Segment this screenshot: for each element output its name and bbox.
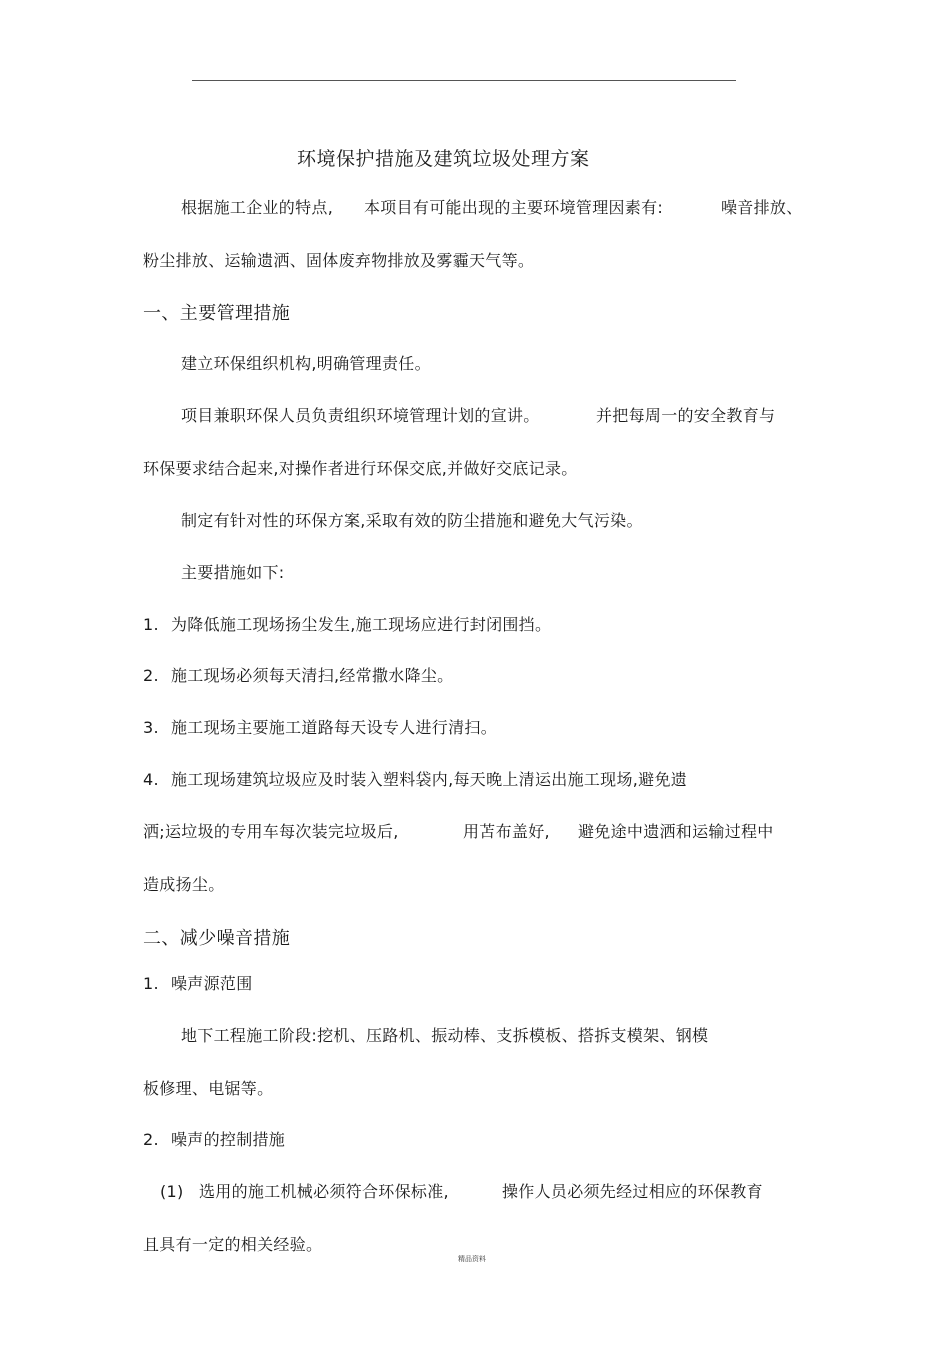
header-rule [192,80,736,81]
list-item-number: 4. [143,770,159,789]
measure-1-line-2: 且具有一定的相关经验。 [143,1235,323,1254]
list-item [143,718,498,738]
measure-1-number: (1) [160,1182,184,1201]
measure-1-text-a: 选用的施工机械必须符合环保标准, [199,1182,449,1201]
list-item-4-line-2c: 避免途中遗洒和运输过程中 [578,822,774,841]
document-title: 环境保护措施及建筑垃圾处理方案 [297,148,590,170]
intro-line-1c: 噪音排放、 [721,198,803,217]
list-item [143,666,454,686]
list-item-4-line-3: 造成扬尘。 [143,875,225,894]
section-1-heading: 一、主要管理措施 [143,303,291,324]
section-1-para-2c: 环保要求结合起来,对操作者进行环保交底,并做好交底记录。 [143,459,578,478]
list-item-text: 为降低施工现场扬尘发生,施工现场应进行封闭围挡。 [171,615,552,634]
section-1-para-4: 主要措施如下: [181,563,285,582]
subsection-title: 噪声的控制措施 [171,1130,286,1149]
section-1-para-1: 建立环保组织机构,明确管理责任。 [181,354,431,373]
subsection-number: 1. [143,974,159,993]
list-item-number: 3. [143,718,159,737]
intro-line-2: 粉尘排放、运输遗洒、固体废弃物排放及雾霾天气等。 [143,251,535,270]
page-footer: 精品资料 [458,1255,486,1263]
list-item-4-line-2a: 洒;运垃圾的专用车每次装完垃圾后, [143,822,399,841]
list-item-text: 施工现场必须每天清扫,经常撒水降尘。 [171,666,454,685]
list-item [143,770,688,790]
intro-line-1a: 根据施工企业的特点, [181,198,334,217]
list-item-text: 施工现场主要施工道路每天设专人进行清扫。 [171,718,498,737]
section-1-para-3: 制定有针对性的环保方案,采取有效的防尘措施和避免大气污染。 [181,511,643,530]
subsection-title: 噪声源范围 [171,974,253,993]
section-2-heading: 二、减少噪音措施 [143,928,291,949]
list-item-number: 2. [143,666,159,685]
subsection-heading [143,974,253,994]
list-item-number: 1. [143,615,159,634]
noise-sources-line-2: 板修理、电锯等。 [143,1079,274,1098]
list-item [143,615,552,635]
subsection-number: 2. [143,1130,159,1149]
section-1-para-2b: 并把每周一的安全教育与 [596,406,776,425]
measure-1-text-b: 操作人员必须先经过相应的环保教育 [502,1182,763,1201]
list-item-4-line-2b: 用苫布盖好, [463,822,550,841]
intro-line-1b: 本项目有可能出现的主要环境管理因素有: [364,198,664,217]
subsection-heading [143,1130,286,1150]
list-item-text: 施工现场建筑垃圾应及时装入塑料袋内,每天晚上清运出施工现场,避免遗 [171,770,688,789]
section-1-para-2a: 项目兼职环保人员负责组织环境管理计划的宣讲。 [181,406,540,425]
noise-sources-line-1: 地下工程施工阶段:挖机、压路机、振动棒、支拆模板、搭拆支模架、钢模 [181,1026,709,1045]
